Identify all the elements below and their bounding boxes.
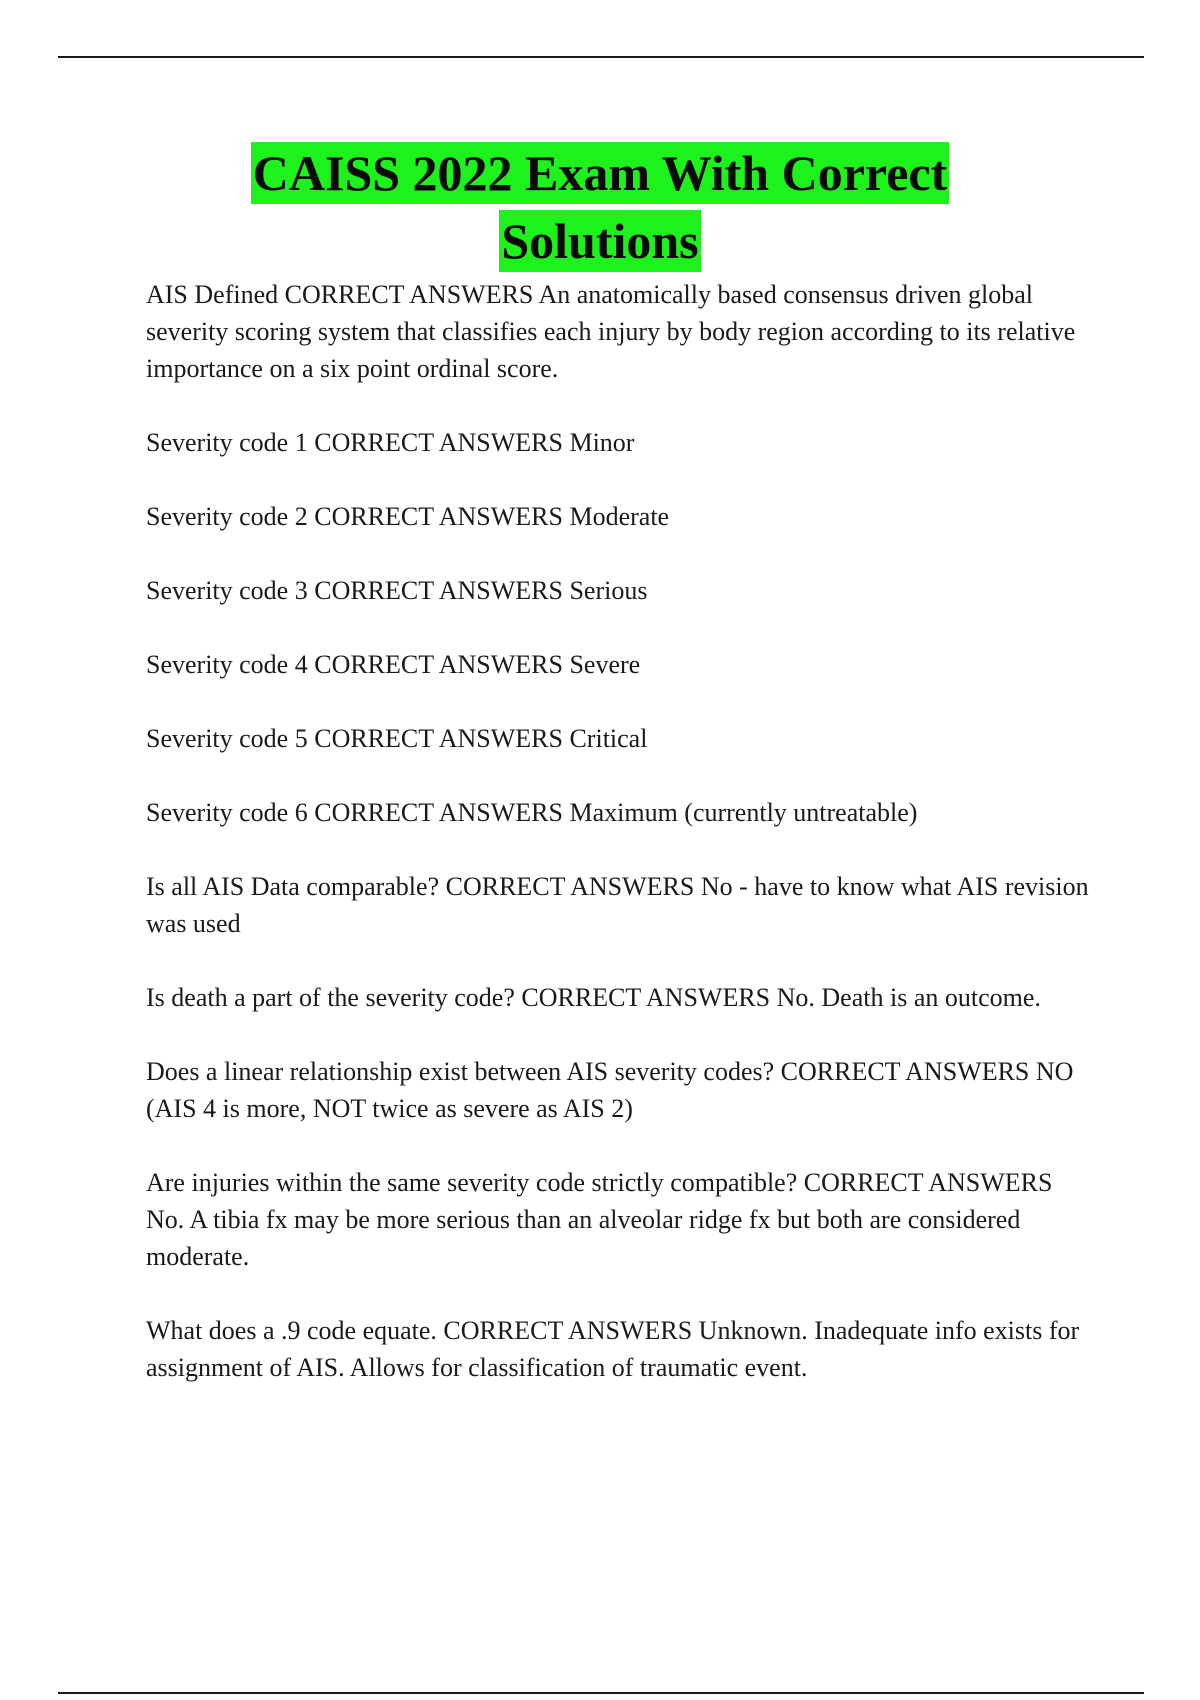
document-title xyxy=(0,142,1200,272)
entry-ais-comparable: Is all AIS Data comparable? CORRECT ANSWERS No - have to know what AIS revision was used xyxy=(146,872,1089,938)
entry-severity-4: Severity code 4 CORRECT ANSWERS Severe xyxy=(146,650,641,679)
entry-severity-1: Severity code 1 CORRECT ANSWERS Minor xyxy=(146,428,635,457)
entry-point-nine-code: What does a .9 code equate. CORRECT ANSWERS Unknown. Inadequate info exists for assignment of AIS. Allows for classification of traumatic event. xyxy=(146,1316,1080,1382)
entry-same-severity: Are injuries within the same severity code strictly compatible? CORRECT ANSWERS No. A tibia fx may be more serious than an alveolar ridge fx but both are considered moderate. xyxy=(146,1168,1053,1271)
entry-severity-3: Severity code 3 CORRECT ANSWERS Serious xyxy=(146,576,648,605)
entry-ais-defined: AIS Defined CORRECT ANSWERS An anatomically based consensus driven global severity scoring system that classifies each injury by body region according to its relative importance on a six point ordinal score. xyxy=(146,280,1076,383)
entry-severity-6: Severity code 6 CORRECT ANSWERS Maximum (currently untreatable) xyxy=(146,798,918,827)
entry-severity-2: Severity code 2 CORRECT ANSWERS Moderate xyxy=(146,502,670,531)
top-rule xyxy=(58,56,1144,58)
bottom-rule xyxy=(58,1692,1144,1694)
entry-linear-relationship: Does a linear relationship exist between AIS severity codes? CORRECT ANSWERS NO (AIS 4 is more, NOT twice as severe as AIS 2) xyxy=(146,1057,1074,1123)
entry-severity-5: Severity code 5 CORRECT ANSWERS Critical xyxy=(146,724,648,753)
entry-death-severity: Is death a part of the severity code? CORRECT ANSWERS No. Death is an outcome. xyxy=(146,983,1041,1012)
document-body xyxy=(146,276,1096,1423)
title-line-2: Solutions xyxy=(499,210,700,272)
title-line-1: CAISS 2022 Exam With Correct xyxy=(251,142,949,204)
